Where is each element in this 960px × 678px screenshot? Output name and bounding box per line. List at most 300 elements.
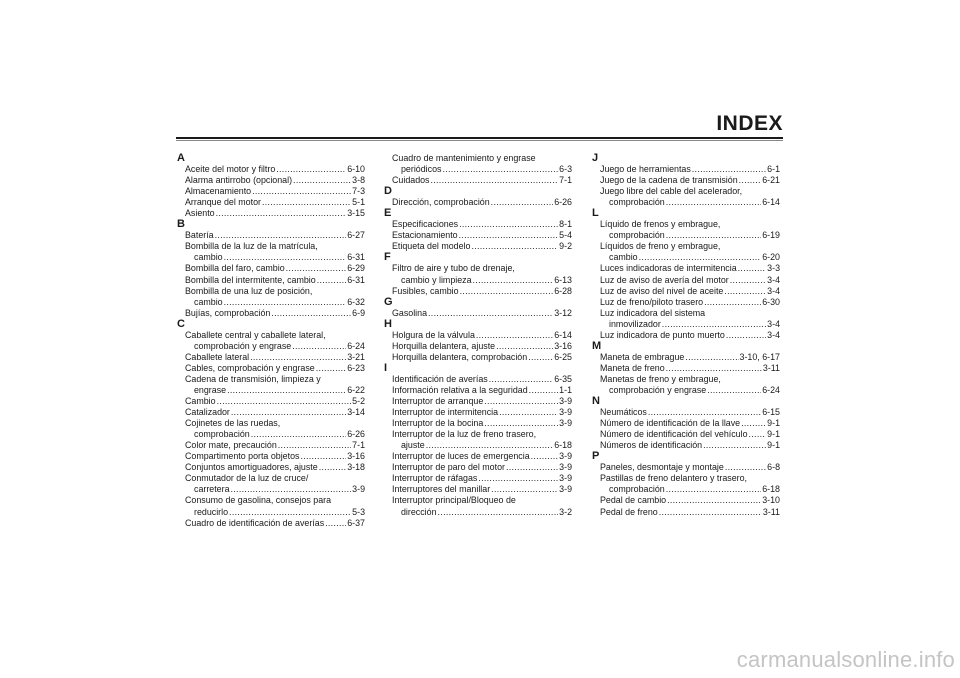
index-entry [177, 462, 365, 473]
dot-leader [229, 507, 351, 518]
index-entry-page: 6-10 [347, 164, 365, 175]
index-entry-text: Número de identificación de la llave [600, 418, 741, 429]
index-entry-text: Catalizador [185, 407, 230, 418]
index-entry [384, 352, 572, 363]
index-entry-page: 6-22 [347, 384, 365, 395]
index-entry-page: 7-1 [352, 440, 365, 451]
index-entry-text: Bujías, comprobación [185, 307, 271, 318]
dot-leader [231, 484, 352, 495]
title-rule [176, 137, 783, 139]
index-entry-text: Número de identificación del vehículo [600, 429, 748, 440]
dot-leader [217, 396, 352, 407]
index-entry-page: 6-3 [559, 164, 572, 175]
index-entry [384, 507, 572, 518]
index-entry-text: cambio [609, 252, 638, 263]
index-entry-page: 3-15 [347, 208, 365, 219]
index-entry-text: Juego de la cadena de transmisión [600, 175, 738, 186]
dot-leader [704, 297, 761, 308]
index-entry-text: Luz de freno/piloto trasero [600, 296, 704, 307]
index-entry-text: Maneta de embrague [600, 351, 685, 362]
index-entry-page: 6-15 [762, 407, 780, 418]
index-entry [177, 352, 365, 363]
index-entry [384, 241, 572, 252]
index-entry [592, 484, 780, 495]
index-entry-text: Bombilla del intermitente, cambio [185, 274, 316, 285]
index-entry-page: 3-18 [347, 462, 365, 473]
index-entry-page: 3-8 [352, 175, 365, 186]
index-entry [384, 462, 572, 473]
index-entry [592, 407, 780, 418]
index-entry [384, 407, 572, 418]
index-section-letter: C [177, 317, 185, 330]
index-entry-page: 9-1 [767, 440, 780, 451]
dot-leader [278, 440, 351, 451]
dot-leader [496, 341, 553, 352]
index-entry-text: Estacionamiento [392, 230, 458, 241]
dot-leader [476, 330, 553, 341]
dot-leader [251, 429, 346, 440]
index-section-letter: J [592, 152, 599, 164]
dot-leader [703, 440, 766, 451]
index-entry [592, 286, 780, 297]
index-entry-heading: Interruptor principal/Bloqueo de [392, 495, 516, 506]
index-column-3 [592, 153, 780, 518]
dot-leader [639, 252, 762, 263]
index-section-letter: N [592, 395, 600, 408]
index-entry-text: dirección [401, 506, 437, 517]
dot-leader [252, 186, 351, 197]
index-entry [384, 484, 572, 495]
index-entry-page: 3-16 [554, 340, 572, 351]
index-entry-text: Gasolina [392, 307, 428, 318]
watermark: carmanualsonline.info [736, 647, 955, 672]
index-entry-page: 5-4 [559, 230, 572, 241]
index-entry-text: Números de identificación [600, 440, 703, 451]
dot-leader [484, 396, 558, 407]
dot-leader [293, 175, 351, 186]
index-entry-text: Paneles, desmontaje y montaje [600, 462, 724, 473]
index-entry [592, 440, 780, 451]
index-entry-heading: Interruptor de la luz de freno trasero, [392, 429, 537, 440]
index-section-letter: L [592, 207, 599, 220]
dot-leader [692, 164, 766, 175]
index-entry [177, 518, 365, 529]
index-entry [592, 363, 780, 374]
index-entry-page: 3-11 [762, 506, 780, 517]
index-entry-text: Interruptor de arranque [392, 396, 484, 407]
index-entry [384, 275, 572, 286]
index-entry [384, 418, 572, 429]
index-entry-page: 3-9 [559, 451, 572, 462]
index-entry-text: Etiqueta del modelo [392, 241, 471, 252]
index-entry-text: Interruptor de paro del motor [392, 462, 505, 473]
dot-leader [685, 352, 738, 363]
index-entry-heading: Manetas de freno y embrague, [600, 373, 721, 384]
index-entry-text: comprobación [609, 230, 665, 241]
dot-leader [707, 385, 761, 396]
index-entry-page: 6-24 [762, 384, 780, 395]
index-entry-page: 6-14 [554, 329, 572, 340]
index-entry-text: Conjuntos amortiguadores, ajuste [185, 462, 318, 473]
index-entry-text: Interruptor de ráfagas [392, 473, 478, 484]
index-entry [592, 352, 780, 363]
dot-leader [292, 341, 346, 352]
dot-leader [491, 197, 554, 208]
index-entry-page: 6-26 [554, 197, 572, 208]
index-entry-page: 6-21 [762, 175, 780, 186]
dot-leader [667, 495, 761, 506]
index-entry [384, 308, 572, 319]
index-entry [384, 164, 572, 175]
index-entry [592, 507, 780, 518]
index-entry-text: Cambio [185, 396, 216, 407]
index-entry-text: Cuadro de identificación de averías [185, 517, 325, 528]
index-entry-page: 3-16 [347, 451, 365, 462]
index-entry-text: Neumáticos [600, 407, 647, 418]
index-entry-heading: Pastillas de freno delantero y trasero, [600, 473, 748, 484]
dot-leader [426, 440, 554, 451]
dot-leader [529, 385, 559, 396]
dot-leader [484, 418, 558, 429]
index-entry-heading: Cojinetes de las ruedas, [185, 418, 281, 429]
index-entry-page: 6-23 [347, 362, 365, 373]
index-entry-text: comprobación y engrase [194, 340, 292, 351]
dot-leader [317, 275, 347, 286]
index-entry-page: 3-9 [559, 407, 572, 418]
dot-leader [506, 462, 558, 473]
index-entry-heading: Consumo de gasolina, consejos para [185, 495, 332, 506]
dot-leader [286, 263, 347, 274]
index-entry-page: 6-27 [347, 230, 365, 241]
dot-leader [438, 507, 559, 518]
index-section-letter: M [592, 339, 602, 352]
index-entry-page: 6-35 [554, 373, 572, 384]
index-entry-text: comprobación [609, 197, 665, 208]
index-entry-text: Luz indicadora de punto muerto [600, 329, 725, 340]
index-entry-page: 6-29 [347, 263, 365, 274]
index-entry-page: 6-18 [554, 440, 572, 451]
index-entry-page: 5-2 [352, 396, 365, 407]
index-entry-text: cambio [194, 296, 223, 307]
dot-leader [662, 319, 766, 330]
dot-leader [730, 275, 766, 286]
index-entry-text: Arranque del motor [185, 197, 261, 208]
index-entry-text: ajuste [401, 440, 425, 451]
index-entry-page: 3-9 [559, 473, 572, 484]
dot-leader [499, 407, 558, 418]
index-entry [592, 275, 780, 286]
index-entry-page: 3-11 [762, 362, 780, 373]
dot-leader [271, 308, 351, 319]
index-entry-text: periódicos [401, 164, 442, 175]
index-entry-text: Asiento [185, 208, 215, 219]
index-section-letter: G [384, 295, 393, 308]
index-entry-text: Pedal de cambio [600, 495, 667, 506]
index-section-letter: D [384, 185, 392, 198]
index-entry-heading: Luz indicadora del sistema [600, 307, 706, 318]
index-entry [384, 219, 572, 230]
index-entry-heading: Filtro de aire y tubo de drenaje, [392, 263, 515, 274]
index-entry-heading: Cadena de transmisión, limpieza y [185, 373, 321, 384]
index-entry-page: 6-8 [767, 462, 780, 473]
index-entry [592, 252, 780, 263]
index-entry [177, 385, 365, 396]
dot-leader [325, 518, 346, 529]
dot-leader [227, 385, 346, 396]
dot-leader [460, 286, 554, 297]
index-entry-page: 6-32 [347, 296, 365, 307]
index-entry [177, 440, 365, 451]
title-rule-shadow [176, 140, 783, 141]
dot-leader [489, 374, 554, 385]
dot-leader [725, 462, 766, 473]
dot-leader [738, 263, 767, 274]
index-entry-text: Holgura de la válvula [392, 329, 475, 340]
index-entry-text: Interruptor de luces de emergencia [392, 451, 530, 462]
index-section-letter: P [592, 450, 600, 463]
index-column-2 [384, 153, 572, 518]
index-entry-page: 6-26 [347, 429, 365, 440]
index-entry-text: Aceite del motor y filtro [185, 164, 276, 175]
index-entry [177, 407, 365, 418]
index-column-1 [177, 153, 365, 529]
index-entry-page: 6-19 [762, 230, 780, 241]
dot-leader [428, 308, 553, 319]
dot-leader [666, 363, 762, 374]
index-entry-page: 7-1 [559, 175, 572, 186]
index-entry [177, 308, 365, 319]
dot-leader [215, 230, 347, 241]
index-entry [177, 297, 365, 308]
dot-leader [473, 275, 554, 286]
index-entry-text: reducirlo [194, 506, 229, 517]
index-entry [177, 263, 365, 274]
index-entry-text: Dirección, comprobación [392, 197, 490, 208]
dot-leader [471, 241, 558, 252]
index-entry-text: Interruptor de intermitencia [392, 407, 499, 418]
index-entry-page: 6-24 [347, 340, 365, 351]
index-entry-heading: Caballete central y caballete lateral, [185, 329, 326, 340]
index-entry [384, 385, 572, 396]
dot-leader [319, 462, 347, 473]
dot-leader [666, 230, 761, 241]
index-entry-text: Información relativa a la seguridad [392, 384, 528, 395]
index-entry-text: Cuidados [392, 175, 430, 186]
index-entry [592, 429, 780, 440]
index-entry-text: inmovilizador [609, 318, 661, 329]
dot-leader [648, 407, 761, 418]
index-entry-page: 8-1 [559, 219, 572, 230]
dot-leader [659, 507, 762, 518]
index-entry [177, 429, 365, 440]
index-entry [592, 418, 780, 429]
index-entry-text: Cables, comprobación y engrase [185, 362, 315, 373]
dot-leader [231, 407, 346, 418]
dot-leader [224, 297, 347, 308]
index-entry [177, 252, 365, 263]
index-entry-text: cambio y limpieza [401, 274, 472, 285]
index-entry [177, 396, 365, 407]
index-entry-text: Horquilla delantera, comprobación [392, 351, 528, 362]
index-entry [592, 319, 780, 330]
index-section-letter: I [384, 361, 388, 374]
index-entry [592, 297, 780, 308]
index-entry [177, 208, 365, 219]
index-entry-page: 6-20 [762, 252, 780, 263]
index-entry [384, 286, 572, 297]
index-entry-page: 3-4 [767, 285, 780, 296]
index-entry-text: Horquilla delantera, ajuste [392, 340, 496, 351]
index-entry [592, 230, 780, 241]
index-entry-page: 3-9 [559, 484, 572, 495]
index-entry-page: 7-3 [352, 186, 365, 197]
dot-leader [316, 363, 346, 374]
index-entry [177, 484, 365, 495]
index-entry-heading: Conmutador de la luz de cruce/ [185, 473, 309, 484]
index-entry [384, 473, 572, 484]
dot-leader [726, 330, 766, 341]
index-entry-text: Interruptores del manillar [392, 484, 491, 495]
dot-leader [431, 175, 559, 186]
index-entry-page: 3-2 [559, 506, 572, 517]
index-entry [177, 451, 365, 462]
index-entry-text: Especificaciones [392, 219, 459, 230]
dot-leader [528, 352, 553, 363]
dot-leader [459, 230, 559, 241]
index-entry-page: 5-3 [352, 506, 365, 517]
index-entry-page: 3-9 [559, 418, 572, 429]
dot-leader [749, 429, 767, 440]
dot-leader [478, 473, 558, 484]
index-entry-text: Luces indicadoras de intermitencia [600, 263, 737, 274]
index-entry-page: 6-14 [762, 197, 780, 208]
dot-leader [224, 252, 347, 263]
index-entry [592, 385, 780, 396]
index-entry-text: Almacenamiento [185, 186, 252, 197]
index-entry [384, 440, 572, 451]
index-entry-heading: Juego libre del cable del acelerador, [600, 186, 743, 197]
index-entry-page: 6-30 [762, 296, 780, 307]
index-entry-text: Interruptor de la bocina [392, 418, 484, 429]
index-section-letter: H [384, 317, 392, 330]
index-entry [592, 164, 780, 175]
index-entry-page: 3-12 [554, 307, 572, 318]
index-entry [177, 363, 365, 374]
dot-leader [739, 175, 762, 186]
index-entry [177, 175, 365, 186]
index-entry-page: 6-28 [554, 285, 572, 296]
index-entry-page: 9-2 [559, 241, 572, 252]
dot-leader [442, 164, 558, 175]
index-entry-page: 9-1 [767, 429, 780, 440]
index-entry-page: 3-3 [767, 263, 780, 274]
index-entry-text: Identificación de averías [392, 373, 488, 384]
index-entry-text: comprobación [609, 484, 665, 495]
index-entry-text: Color mate, precaución [185, 440, 277, 451]
index-entry-text: comprobación y engrase [609, 384, 707, 395]
index-entry [384, 330, 572, 341]
index-entry [592, 495, 780, 506]
index-entry [177, 197, 365, 208]
dot-leader [741, 418, 766, 429]
index-entry-page: 3-14 [347, 407, 365, 418]
index-entry-text: Luz de aviso del nivel de aceite [600, 285, 724, 296]
index-entry-page: 6-25 [554, 351, 572, 362]
index-entry [177, 341, 365, 352]
index-section-letter: E [384, 207, 392, 220]
index-entry-page: 6-37 [347, 517, 365, 528]
index-entry-page: 3-4 [767, 329, 780, 340]
index-section-letter: B [177, 218, 185, 231]
index-entry-page: 9-1 [767, 418, 780, 429]
index-entry-text: carretera [194, 484, 230, 495]
dot-leader [262, 197, 351, 208]
index-entry-text: Pedal de freno [600, 506, 658, 517]
page-title: INDEX [716, 112, 783, 135]
index-entry [177, 507, 365, 518]
index-entry-heading: Bombilla de la luz de la matrícula, [185, 241, 318, 252]
index-entry [384, 341, 572, 352]
index-entry [592, 462, 780, 473]
index-entry [592, 175, 780, 186]
dot-leader [724, 286, 766, 297]
index-entry-page: 3-4 [767, 274, 780, 285]
index-entry-page: 1-1 [559, 384, 572, 395]
dot-leader [531, 451, 559, 462]
dot-leader [459, 219, 558, 230]
index-entry [384, 175, 572, 186]
index-entry-page: 3-10 [762, 495, 780, 506]
dot-leader [300, 451, 346, 462]
index-entry-page: 3-10, 6-17 [739, 351, 780, 362]
index-entry-page: 3-9 [352, 484, 365, 495]
dot-leader [666, 484, 761, 495]
dot-leader [666, 197, 761, 208]
index-entry [384, 197, 572, 208]
index-section-letter: F [384, 251, 391, 264]
index-entry-heading: Líquidos de freno y embrague, [600, 241, 721, 252]
index-entry-heading: Cuadro de mantenimiento y engrase [392, 153, 536, 163]
index-entry [592, 263, 780, 274]
index-entry-page: 3-9 [559, 462, 572, 473]
index-entry-page: 3-4 [767, 318, 780, 329]
dot-leader [216, 208, 347, 219]
index-entry-page: 6-9 [352, 307, 365, 318]
index-entry-page: 6-31 [347, 252, 365, 263]
index-entry-page: 6-1 [767, 164, 780, 175]
index-entry-text: comprobación [194, 429, 250, 440]
index-entry-page: 5-1 [352, 197, 365, 208]
index-entry [592, 330, 780, 341]
index-entry-page: 6-31 [347, 274, 365, 285]
index-entry-text: Fusibles, cambio [392, 285, 459, 296]
index-entry-heading: Bombilla de una luz de posición, [185, 285, 313, 296]
index-entry-text: engrase [194, 384, 227, 395]
index-entry [592, 197, 780, 208]
index-entry-text: Batería [185, 230, 214, 241]
index-entry-text: Bombilla del faro, cambio [185, 263, 285, 274]
index-entry-text: Maneta de freno [600, 362, 665, 373]
index-entry-heading: Líquido de frenos y embrague, [600, 219, 721, 230]
index-section-letter: A [177, 152, 185, 164]
index-entry-page: 6-18 [762, 484, 780, 495]
index-entry-page: 3-9 [559, 396, 572, 407]
index-entry-page: 6-13 [554, 274, 572, 285]
index-entry-text: Luz de aviso de avería del motor [600, 274, 729, 285]
index-entry-text: cambio [194, 252, 223, 263]
index-entry-text: Caballete lateral [185, 351, 250, 362]
dot-leader [276, 164, 346, 175]
